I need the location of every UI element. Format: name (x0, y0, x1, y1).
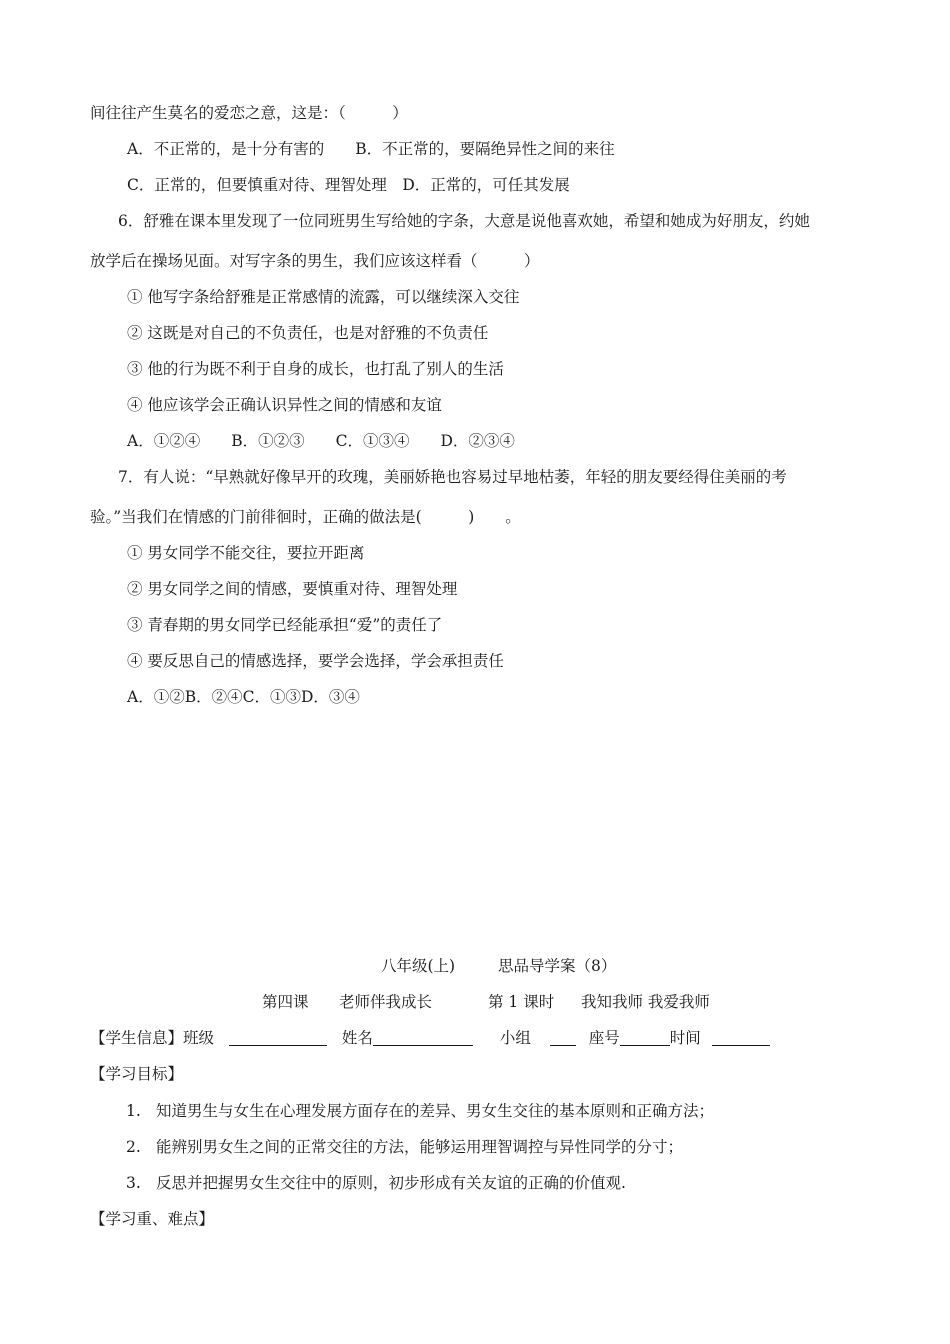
key-points-heading: 【学习重、难点】 (90, 1210, 215, 1228)
goal-text: 反思并把握男女生交往中的原则，初步形成有关友谊的正确的价值观. (156, 1174, 626, 1192)
goal-text: 能辨别男女生之间的正常交往的方法，能够运用理智调控与异性同学的分寸； (156, 1138, 684, 1156)
goal-item (126, 1137, 683, 1157)
student-info-row (90, 1028, 770, 1048)
name-label: 姓名 (341, 1029, 373, 1047)
seat-blank[interactable] (620, 1029, 670, 1046)
q6-stem-line1: 6．舒雅在课本里发现了一位同班男生写给她的字条，大意是说他喜欢她，希望和她成为好朋友，约她 (118, 212, 810, 230)
q5-continuation: 间往往产生莫名的爱恋之意，这是：（ ） (90, 104, 408, 122)
class-label: 【学生信息】班级 (90, 1029, 215, 1047)
q6-item-2: ② 这既是对自己的不负责任，也是对舒雅的不负责任 (127, 324, 489, 342)
group-blank[interactable] (550, 1029, 576, 1046)
name-blank[interactable] (373, 1029, 473, 1046)
goal-item (126, 1101, 714, 1121)
goals-heading: 【学习目标】 (90, 1065, 184, 1083)
q5-options-cd: C．正常的，但要慎重对待、理智处理 D．正常的，可任其发展 (127, 176, 570, 194)
header-grade: 八年级(上) (381, 957, 456, 975)
header-title: 思品导学案（8） (498, 957, 617, 975)
q5-options-ab: A．不正常的，是十分有害的 B．不正常的，要隔绝异性之间的来往 (127, 140, 615, 158)
lesson-title: 老师伴我成长 (339, 993, 433, 1011)
q6-options: A．①②④ B．①②③ C．①③④ D．②③④ (127, 432, 515, 450)
group-label: 小组 (499, 1029, 531, 1047)
q7-item-3: ③ 青春期的男女同学已经能承担“爱”的责任了 (127, 616, 443, 634)
time-blank[interactable] (712, 1029, 770, 1046)
q6-item-4: ④ 他应该学会正确认识异性之间的情感和友谊 (127, 396, 442, 414)
period-title: 我知我师 我爱我师 (581, 993, 710, 1011)
q7-stem-line2: 验。”当我们在情感的门前徘徊时，正确的做法是( ) 。 (90, 508, 521, 526)
goal-number: 1. (126, 1102, 141, 1120)
class-blank[interactable] (229, 1029, 327, 1046)
q6-item-3: ③ 他的行为既不利于自身的成长，也打乱了别人的生活 (127, 360, 504, 378)
q7-item-4: ④ 要反思自己的情感选择，要学会选择，学会承担责任 (127, 652, 504, 670)
q7-item-1: ① 男女同学不能交往，要拉开距离 (127, 544, 365, 562)
goal-number: 2. (126, 1138, 141, 1156)
q7-stem-line1: 7．有人说：“早熟就好像早开的玫瑰，美丽娇艳也容易过早地枯萎，年轻的朋友要经得住美丽的考 (118, 468, 787, 486)
seat-label: 座号 (588, 1029, 620, 1047)
lesson-number: 第四课 (262, 993, 309, 1011)
period-number: 第 1 课时 (488, 993, 555, 1011)
q6-stem-line2: 放学后在操场见面。对写字条的男生，我们应该这样看（ ） (90, 252, 540, 270)
time-label: 时间 (669, 1029, 701, 1047)
q7-item-2: ② 男女同学之间的情感，要慎重对待、理智处理 (127, 580, 458, 598)
goal-text: 知道男生与女生在心理发展方面存在的差异、男女生交往的基本原则和正确方法； (156, 1102, 715, 1120)
q7-options: A．①②B．②④C．①③D．③④ (127, 688, 360, 706)
goal-item (126, 1173, 626, 1193)
q6-item-1: ① 他写字条给舒雅是正常感情的流露，可以继续深入交往 (127, 288, 520, 306)
goal-number: 3. (126, 1174, 141, 1192)
